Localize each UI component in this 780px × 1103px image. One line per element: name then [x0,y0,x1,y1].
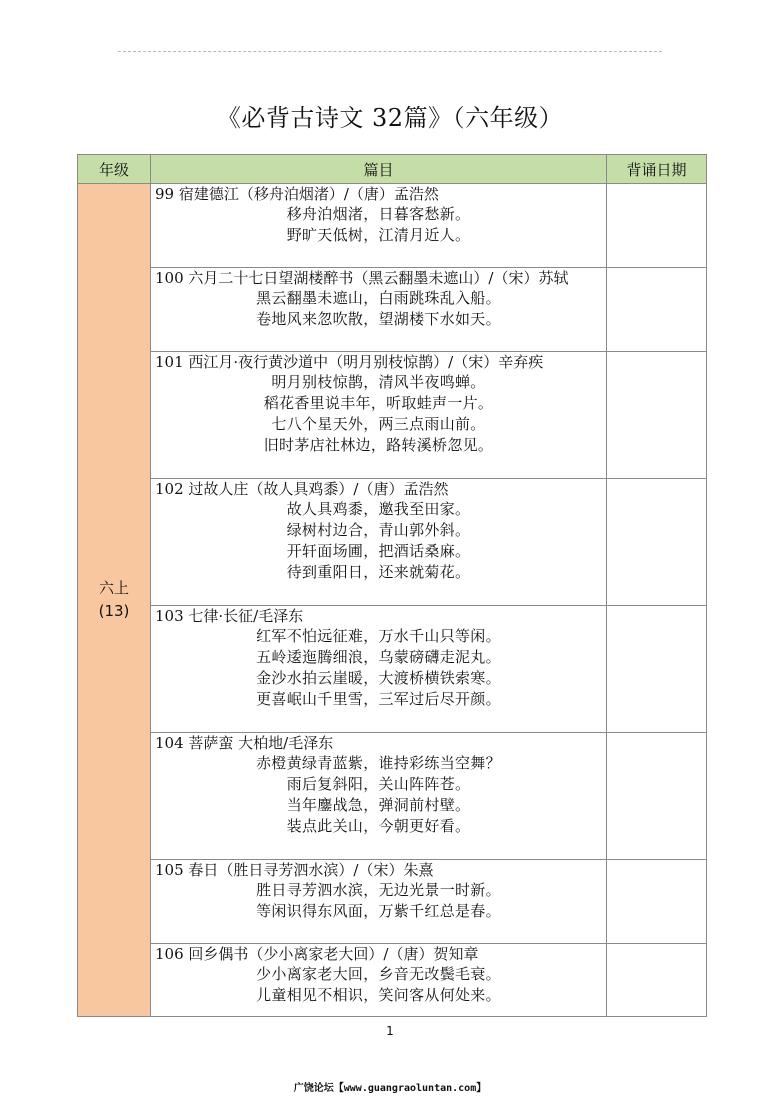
poem-cell [151,479,607,606]
table-row [78,606,707,733]
poem-cell [151,268,607,352]
poem-line: 黑云翻墨未遮山，白雨跳珠乱入船。 [256,289,501,307]
poem-heading: 104 菩萨蛮 大柏地/毛泽东 [155,734,334,752]
poem-line: 少小离家老大回，乡音无改鬓毛衰。 [256,965,501,983]
poem-heading: 106 回乡偶书（少小离家老大回）/（唐）贺知章 [155,945,479,963]
poem-heading: 100 六月二十七日望湖楼醉书（黑云翻墨未遮山）/（宋）苏轼 [155,269,569,287]
page-number: 1 [386,1024,394,1038]
table-row [78,860,707,944]
poem-line: 稻花香里说丰年，听取蛙声一片。 [263,394,494,412]
poem-cell [151,944,607,1017]
poem-heading: 102 过故人庄（故人具鸡黍）/（唐）孟浩然 [155,480,449,498]
poem-line: 七八个星天外，两三点雨山前。 [271,415,486,433]
poem-cell [151,860,607,944]
poem-cell [151,733,607,860]
poem-line: 移舟泊烟渚，日暮客愁新。 [286,205,471,223]
poem-heading: 103 七律·长征/毛泽东 [155,607,304,625]
recitation-date-cell[interactable] [607,184,707,268]
poem-line: 儿童相见不相识，笑问客从何处来。 [256,986,501,1004]
table-row [78,944,707,1017]
poem-cell [151,606,607,733]
poem-cell [151,352,607,479]
recitation-date-cell[interactable] [607,352,707,479]
table-row [78,268,707,352]
table-body [78,184,707,1017]
poem-line: 野旷天低树，江清月近人。 [286,226,471,244]
page-title: 《必背古诗文 32篇》（六年级） [216,104,564,132]
poem-line: 装点此关山，今朝更好看。 [286,817,471,835]
table-header-row [78,155,707,184]
table-row [78,733,707,860]
table-row [78,352,707,479]
recitation-date-cell[interactable] [607,860,707,944]
grade-label: 六上 [98,579,129,597]
poem-column-header: 篇目 [151,155,607,184]
poem-line: 雨后复斜阳，关山阵阵苍。 [286,775,471,793]
poem-line: 故人具鸡黍，邀我至田家。 [286,500,471,518]
poem-line: 等闲识得东风面，万紫千红总是春。 [256,902,501,920]
recitation-date-cell[interactable] [607,268,707,352]
poem-line: 五岭逶迤腾细浪，乌蒙磅礴走泥丸。 [256,648,501,666]
table-row [78,184,707,268]
site-watermark: 广饶论坛【www.guangraoluntan.com】 [293,1083,487,1094]
poem-line: 更喜岷山千里雪，三军过后尽开颜。 [256,690,501,708]
grade-count: (13) [98,602,130,620]
poem-line: 绿树村边合，青山郭外斜。 [286,521,471,539]
recitation-date-cell[interactable] [607,606,707,733]
recitation-date-cell[interactable] [607,479,707,606]
grade-column-header: 年级 [78,155,151,184]
poem-line: 开轩面场圃，把酒话桑麻。 [286,542,471,560]
recitation-date-cell[interactable] [607,733,707,860]
table-row [78,479,707,606]
poem-line: 金沙水拍云崖暖，大渡桥横铁索寒。 [256,669,501,687]
top-divider [118,51,662,52]
poem-heading: 101 西江月·夜行黄沙道中（明月别枝惊鹊）/（宋）辛弃疾 [155,353,544,371]
recitation-date-cell[interactable] [607,944,707,1017]
poem-line: 卷地风来忽吹散，望湖楼下水如天。 [256,310,501,328]
poem-heading: 99 宿建德江（移舟泊烟渚）/（唐）孟浩然 [155,185,439,203]
poem-line: 待到重阳日，还来就菊花。 [286,563,471,581]
poem-line: 明月别枝惊鹊，清风半夜鸣蝉。 [271,373,486,391]
poem-cell [151,184,607,268]
poem-line: 胜日寻芳泗水滨，无边光景一时新。 [256,881,501,899]
grade-cell [78,184,151,1017]
poem-heading: 105 春日（胜日寻芳泗水滨）/（宋）朱熹 [155,861,434,879]
poem-table [77,154,707,1017]
poem-line: 赤橙黄绿青蓝紫，谁持彩练当空舞？ [256,754,501,772]
poem-line: 当年鏖战急，弹洞前村壁。 [286,796,471,814]
date-column-header: 背诵日期 [607,155,707,184]
poem-line: 旧时茅店社林边，路转溪桥忽见。 [263,436,494,454]
poem-line: 红军不怕远征难，万水千山只等闲。 [256,627,501,645]
